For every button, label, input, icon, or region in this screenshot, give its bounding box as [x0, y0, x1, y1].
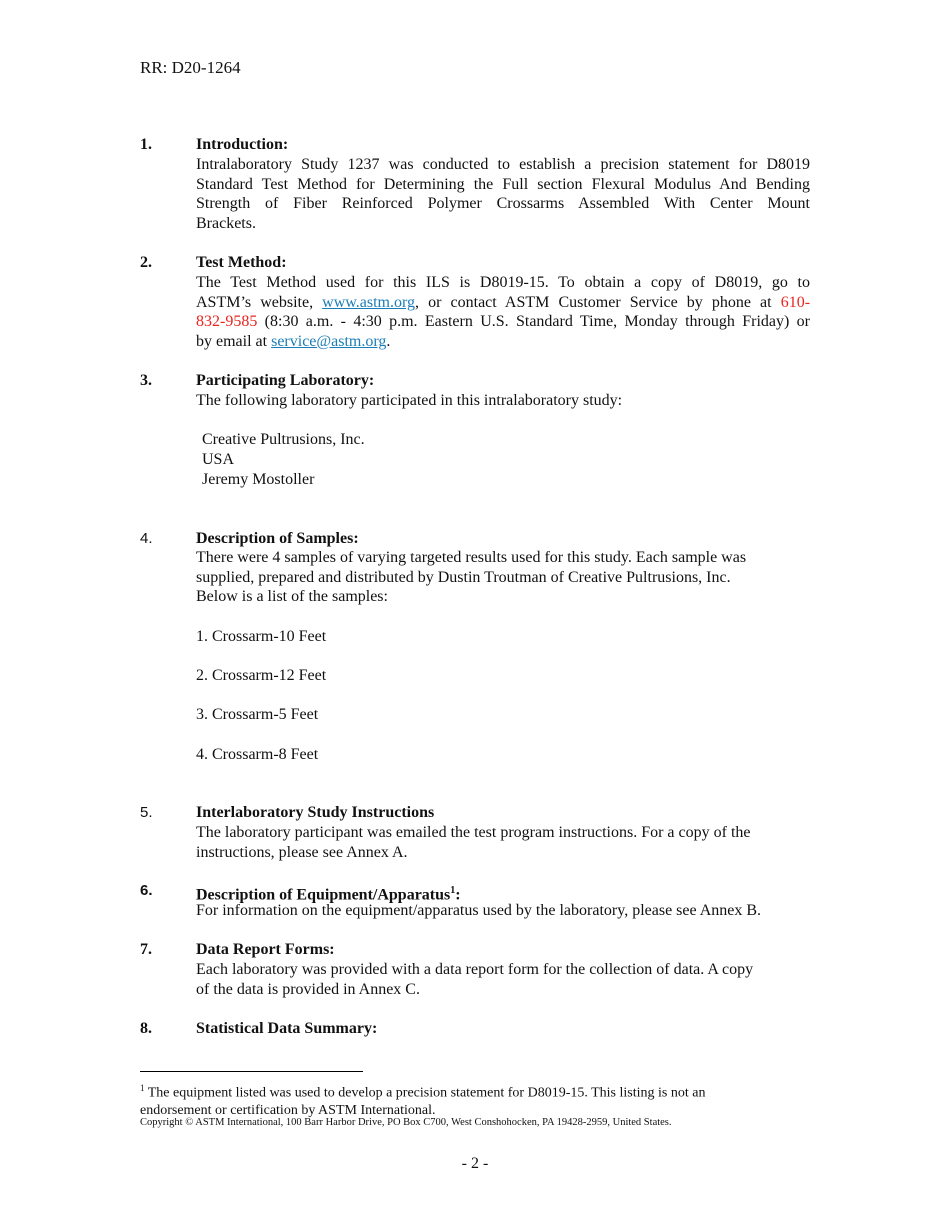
text-fragment: .	[386, 332, 391, 350]
sample-list-item: 4. Crossarm-8 Feet	[196, 746, 319, 763]
service-email-link[interactable]: service@astm.org	[271, 332, 387, 350]
lab-name: Creative Pultrusions, Inc.	[202, 431, 365, 448]
footnote-text: The equipment listed was used to develop a precision statement for D8019-15. This listing is not an	[144, 1085, 706, 1101]
section-1-title: Introduction:	[196, 136, 289, 153]
section-5-line: instructions, please see Annex A.	[196, 844, 408, 861]
footnote	[140, 1080, 820, 1119]
section-4-line: Below is a list of the samples:	[196, 588, 388, 605]
lab-contact: Jeremy Mostoller	[202, 471, 315, 488]
section-7-title: Data Report Forms:	[196, 941, 335, 958]
text-fragment: , or contact ASTM Customer Service by phone at	[415, 293, 781, 311]
footnote-divider	[140, 1071, 363, 1072]
copyright-notice: Copyright © ASTM International, 100 Barr Harbor Drive, PO Box C700, West Conshohocken, PA 19428-2959, United States.	[140, 1117, 672, 1128]
page-number: - 2 -	[461, 1155, 489, 1172]
sample-list-item: 1. Crossarm-10 Feet	[196, 628, 327, 645]
section-7-line: of the data is provided in Annex C.	[196, 981, 420, 998]
text-fragment: ASTM’s website,	[196, 293, 323, 311]
section-6-title-colon: :	[455, 886, 461, 904]
section-4-number: 4.	[140, 530, 153, 547]
section-1-line: Strength of Fiber Reinforced Polymer Crossarms Assembled With Center Mount	[196, 195, 810, 213]
footnote-line	[140, 1080, 820, 1102]
section-2-line	[196, 293, 810, 313]
section-6-number: 6.	[140, 882, 153, 899]
section-6-title-text: Description of Equipment/Apparatus	[196, 886, 451, 904]
section-1-line: Standard Test Method for Determining the Full section Flexural Modulus And Bending	[196, 175, 810, 193]
document-reference: RR: D20-1264	[140, 58, 241, 77]
section-3-title: Participating Laboratory:	[196, 372, 375, 389]
section-1-number: 1.	[140, 136, 152, 153]
section-2-line	[196, 312, 810, 332]
section-1-line: Intralaboratory Study 1237 was conducted to establish a precision statement for D8019	[196, 156, 810, 173]
section-8-number: 8.	[140, 1020, 152, 1037]
section-7-line: Each laboratory was provided with a data report form for the collection of data. A copy	[196, 961, 754, 978]
section-2-line: The Test Method used for this ILS is D8019-15. To obtain a copy of D8019, go to	[196, 274, 810, 291]
sample-list-item: 3. Crossarm-5 Feet	[196, 706, 319, 723]
section-2-number: 2.	[140, 254, 152, 271]
section-1-body	[196, 155, 810, 233]
section-3-number: 3.	[140, 372, 152, 389]
section-8-title: Statistical Data Summary:	[196, 1020, 378, 1037]
astm-website-link[interactable]: www.astm.org	[322, 293, 416, 311]
phone-number-part-1: 610-	[780, 293, 811, 311]
section-2-body	[196, 273, 810, 351]
phone-number-part-2: 832-9585	[196, 313, 258, 331]
section-6-line: For information on the equipment/apparatus used by the laboratory, please see Annex B.	[196, 902, 762, 919]
section-4-title: Description of Samples:	[196, 530, 359, 547]
section-7-number: 7.	[140, 941, 152, 958]
lab-country: USA	[202, 451, 235, 468]
section-5-title: Interlaboratory Study Instructions	[196, 804, 435, 821]
section-2-title: Test Method:	[196, 254, 287, 271]
footnote-line: endorsement or certification by ASTM International.	[140, 1102, 436, 1118]
section-4-line: There were 4 samples of varying targeted results used for this study. Each sample was	[196, 549, 747, 566]
footnote-mark: 1	[140, 1083, 145, 1093]
section-5-number: 5.	[140, 804, 153, 821]
section-2-line	[196, 332, 810, 352]
section-4-line: supplied, prepared and distributed by Dustin Troutman of Creative Pultrusions, Inc.	[196, 569, 731, 586]
text-fragment: (8:30 a.m. - 4:30 p.m. Eastern U.S. Standard Time, Monday through Friday) or	[257, 313, 810, 331]
footnote-reference: 1	[450, 885, 456, 896]
text-fragment: by email at	[196, 332, 272, 350]
section-3-intro: The following laboratory participated in this intralaboratory study:	[196, 392, 623, 409]
sample-list-item: 2. Crossarm-12 Feet	[196, 667, 327, 684]
section-5-line: The laboratory participant was emailed the test program instructions. For a copy of the	[196, 824, 751, 841]
section-1-line: Brackets.	[196, 214, 256, 232]
